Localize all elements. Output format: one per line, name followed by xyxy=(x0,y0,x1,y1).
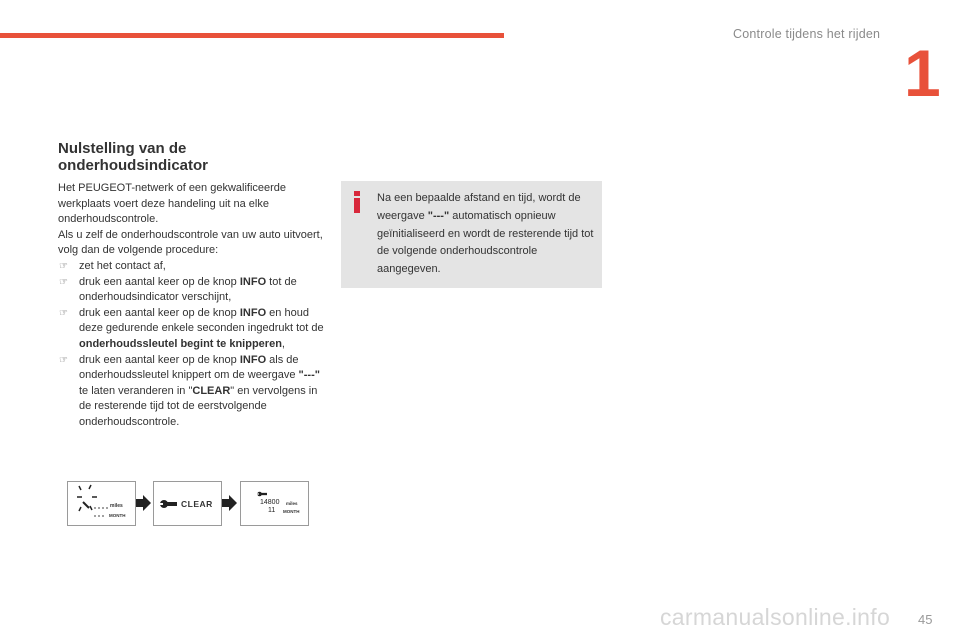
step-2 xyxy=(58,275,326,306)
step-3-text: druk een aantal keer op de knop xyxy=(79,306,240,319)
wrench-icon xyxy=(257,490,269,498)
clear-label: CLEAR xyxy=(192,384,231,397)
step-4-text-mid: als de onderhoudssleutel knippert om de weergave xyxy=(79,353,299,382)
wrench-icon xyxy=(160,497,180,511)
display-panel-remaining xyxy=(240,481,309,526)
section-title-line1: Nulstelling van de xyxy=(58,140,187,157)
flashing-wrench-icon xyxy=(68,482,135,525)
step-4 xyxy=(58,353,326,431)
note-text-start: Na een bepaalde afstand en tijd, wordt de weergave xyxy=(377,192,581,222)
info-icon xyxy=(351,191,364,213)
procedure-text xyxy=(58,181,326,431)
intro-paragraph-1: Het PEUGEOT-netwerk of een gekwalificeerde werkplaats voert deze handeling uit na elke onderhoudscontrole. xyxy=(58,182,287,226)
month-label: MONTH xyxy=(109,513,126,518)
procedure-steps xyxy=(58,259,326,431)
intro-paragraph-2: Als u zelf de onderhoudscontrole van uw auto uitvoert, volg dan de volgende procedure: xyxy=(58,228,323,257)
note-dashes: "---" xyxy=(427,209,450,222)
step-3 xyxy=(58,306,326,353)
page-number: 45 xyxy=(918,612,933,627)
note-text xyxy=(377,190,595,279)
watermark: carmanualsonline.info xyxy=(660,604,891,630)
chapter-number: 1 xyxy=(904,36,941,110)
info-key-label: INFO xyxy=(239,275,267,288)
step-3-text-end: , xyxy=(281,337,285,350)
miles-label: miles xyxy=(110,503,123,509)
section-title-line2: onderhoudsindicator xyxy=(58,157,208,174)
month-label: MONTH xyxy=(283,509,300,514)
miles-label: miles xyxy=(286,501,298,506)
wrench-flash-label: onderhoudssleutel begint te knipperen xyxy=(79,337,282,350)
step-2-text-end: tot de onderhoudsindicator verschijnt, xyxy=(79,275,297,304)
step-3-text-mid: en houd deze gedurende enkele seconden ingedrukt tot de xyxy=(79,306,324,335)
info-key-label: INFO xyxy=(239,306,267,319)
step-1-text: zet het contact af, xyxy=(79,259,166,272)
step-4-text: druk een aantal keer op de knop xyxy=(79,353,240,366)
step-4-text-mid2: te laten veranderen in " xyxy=(79,384,193,397)
step-2-text: druk een aantal keer op de knop xyxy=(79,275,240,288)
step-4-text-end: " en vervolgens in de resterende tijd tot de eerstvolgende onderhoudscontrole. xyxy=(79,384,318,428)
pointing-finger-icon: ☞ xyxy=(59,307,68,319)
remaining-months-value: 11 xyxy=(268,507,276,514)
pointing-finger-icon: ☞ xyxy=(59,260,68,272)
info-note xyxy=(341,181,602,288)
info-key-label: INFO xyxy=(239,353,267,366)
pointing-finger-icon: ☞ xyxy=(59,354,68,366)
header-accent-bar xyxy=(0,33,504,38)
section-title xyxy=(58,140,208,174)
right-arrow-icon xyxy=(134,494,152,512)
pointing-finger-icon: ☞ xyxy=(59,276,68,288)
right-arrow-icon xyxy=(220,494,238,512)
clear-display-text: CLEAR xyxy=(181,499,213,509)
chapter-title: Controle tijdens het rijden xyxy=(733,27,881,41)
display-panel-flashing-wrench xyxy=(67,481,136,526)
dashes-label: "---" xyxy=(298,369,320,382)
display-panel-clear xyxy=(153,481,222,526)
note-text-end: automatisch opnieuw geïnitialiseerd en wordt de resterende tijd tot de volgende onderhoudscontrole aangegeven. xyxy=(377,209,594,276)
remaining-miles-value: 14800 xyxy=(260,499,280,506)
step-1 xyxy=(58,259,326,275)
